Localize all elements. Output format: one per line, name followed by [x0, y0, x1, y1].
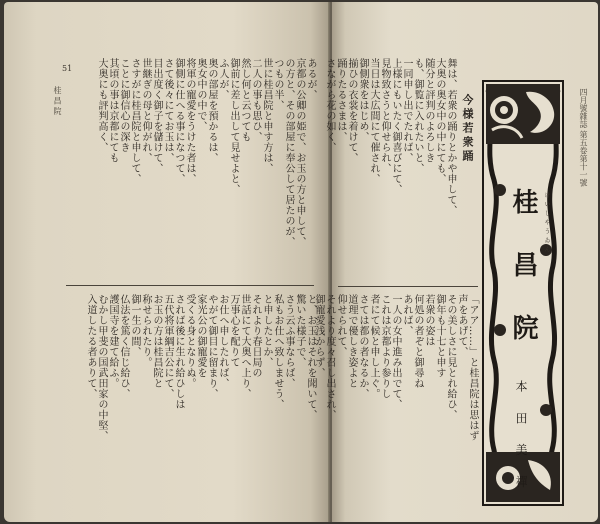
text-line: 世継ぎの母と仰がれ、	[140, 58, 151, 163]
section-heading: 今様若衆踊	[461, 94, 474, 164]
text-line: ことに御信心の深き	[118, 58, 129, 153]
text-line: やがて御目に留まり、	[206, 294, 217, 399]
text-line: 奥の部屋を預かるは、	[206, 58, 217, 163]
text-line: 「アア……」と桂昌院は思はず	[467, 294, 478, 441]
text-line: さては都の者なるか、	[357, 294, 368, 399]
text-line: 二人の事も思ひ、	[250, 58, 261, 142]
text-line: あるが、	[305, 58, 316, 100]
text-line: さて後々にてお玉は、	[162, 58, 173, 163]
body-text-upper	[94, 58, 316, 278]
text-line: 御側に仕へる事になつて、	[173, 58, 184, 184]
text-line: 京都の公卿の姫で、お玉の方と申して、	[294, 58, 305, 247]
text-line: 護国寺を建て給ふ。	[107, 294, 118, 389]
text-line: さすがに桂昌院と申して、	[129, 58, 140, 184]
text-line: 上様にもいたく御喜びにて、	[390, 58, 401, 195]
text-line: それより度々召し出され、	[324, 294, 335, 420]
text-line: 仏法を篤く信じ給ひ、	[118, 294, 129, 399]
text-line: あれば、	[401, 294, 412, 336]
text-line: 者にて候と申し上ぐ。	[368, 294, 379, 399]
text-line: 世話にて大奥へ上り、	[239, 294, 250, 399]
text-line: 五代将軍綱吉公にて、	[162, 294, 173, 399]
text-line: むかし甲斐の国武田家の中堅、	[96, 294, 107, 441]
body-text-lower	[34, 294, 316, 516]
text-line: つもの半、	[272, 58, 283, 111]
text-line: 踊りたるさまは、	[335, 58, 346, 142]
text-line: 御側衆をはじめ、	[357, 58, 368, 142]
running-head: 四月號雜誌 第五卷第十一號	[579, 88, 588, 187]
text-line: 御前に差し出して見せよと、	[228, 58, 239, 195]
text-line: 家光公の御寵愛を	[195, 294, 206, 378]
title-panel	[482, 80, 564, 506]
text-line: 随分と評判のよろしき	[423, 58, 434, 163]
text-line: これは京都より参りし	[379, 294, 390, 399]
text-line: 万事心を配りて	[228, 294, 239, 368]
text-line: 将軍の寵愛をうけた者は、	[184, 58, 195, 184]
text-line: 舞は、若衆の踊りとかや申して、	[445, 58, 456, 216]
text-line: さう云ふ事ならば、	[283, 294, 294, 389]
text-line: 世に桂昌院と申す方は、	[261, 58, 272, 174]
text-line: ふ人が、	[217, 58, 228, 100]
text-line: 一人の女中進み出でて、	[390, 294, 401, 410]
text-line: 若衆の姿は	[423, 294, 434, 347]
text-line: と、お玉はそれを聞いて、	[305, 294, 316, 420]
text-line: それより春日局の	[250, 294, 261, 378]
column-divider	[66, 285, 314, 286]
text-line: と申したとか、	[261, 294, 272, 368]
text-line: 受くる身となりぬ。	[184, 294, 195, 389]
open-book	[4, 2, 598, 522]
text-line: その美しさに見とれ給ひ、	[445, 294, 456, 420]
title-ruby: けいしやうゐん	[543, 192, 550, 255]
text-line: 仰せられて、	[335, 294, 346, 357]
text-line: さながら花の如く、	[324, 58, 335, 153]
page-number: 51	[62, 64, 73, 73]
text-line: 一同申し出でたれば、	[401, 58, 412, 163]
text-line: 大奥にも評判高く、	[96, 58, 107, 153]
text-line: 入道したる者ありて、	[85, 294, 96, 399]
left-page	[4, 2, 330, 522]
text-line: 当日は大広間にて催され、	[368, 58, 379, 184]
text-line: 奥女中の中で、	[195, 58, 206, 132]
column-divider	[338, 286, 478, 287]
text-line: 見物致さうと仰せられ、	[379, 58, 390, 174]
text-line: も、御覧に入れたいと、	[412, 58, 423, 174]
text-line: 何処の者ぞと御尋ね	[412, 294, 423, 389]
text-line: 然し何と云つても	[239, 58, 250, 142]
text-line: 道理で優しき姿よと	[346, 294, 357, 389]
text-line: 御寵愛浅からず、	[313, 294, 324, 378]
running-head: 桂 昌 院	[53, 86, 62, 116]
text-line: 驚いた様子で、	[294, 294, 305, 368]
text-line: 私もお仕へ致しませう、	[272, 294, 283, 410]
article-title: 桂 昌 院	[508, 188, 538, 355]
text-line: 称せられたり。	[140, 294, 151, 368]
text-line: 御一生の間、	[129, 294, 140, 357]
text-line: 大奥の奥女中の中にても、	[434, 58, 445, 184]
text-line: されば後に生れ給ひしは	[173, 294, 184, 410]
text-line: 御年も十七と申す	[434, 294, 445, 378]
text-line: 揃ひの衣裳を着けて、	[346, 58, 357, 163]
text-line: お仕へ申したれば、	[217, 294, 228, 389]
text-line: の方と、その部屋に奉公して居たのが、	[283, 58, 294, 247]
right-page	[313, 2, 598, 522]
text-line: お玉の方は桂昌院と	[151, 294, 162, 389]
text-line: 其頃の事は京都にても	[107, 58, 118, 163]
text-line: 目出度く御子を儲けて、	[151, 58, 162, 174]
body-text-lower	[313, 294, 478, 516]
author-name: 本 田 美 禪	[514, 380, 528, 496]
body-text-upper	[324, 58, 456, 278]
text-line: 声をあげて、	[456, 294, 467, 357]
